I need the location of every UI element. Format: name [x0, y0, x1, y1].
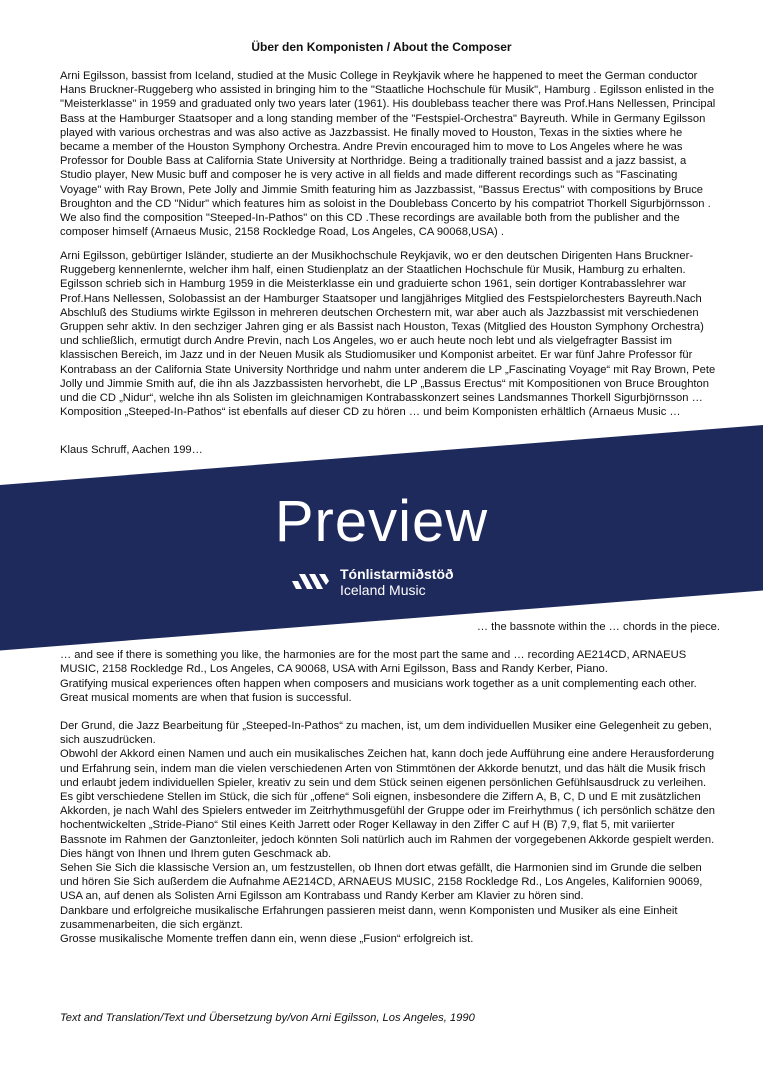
english-biography — [60, 69, 720, 239]
iceland-music-logo — [292, 566, 454, 598]
paragraph: … the bassnote within the … chords in the piece. — [476, 621, 720, 633]
paragraph: Grosse musikalische Momente treffen dann ein, wenn diese „Fusion“ erfolgreich ist. — [60, 933, 474, 946]
performance-notes — [60, 620, 720, 946]
author-credit: Text and Translation/Text und Übersetzung by/von Arni Egilsson, Los Angeles, 1990 — [60, 1012, 475, 1024]
brand-line-2: Iceland Music — [340, 582, 426, 598]
paragraph: Der Grund, die Jazz Bearbeitung für „Steeped-In-Pathos“ zu machen, ist, um dem individuellen Musiker eine Gelegenheit zu geben, sich auszudrücken. — [60, 720, 712, 747]
german-biography — [60, 249, 720, 419]
paragraph: Arni Egilsson, bassist from Iceland, studied at the Music College in Reykjavik where he happened to meet the German conductor Hans Bruckner-Ruggeberg who assisted in bringing him to the "Staatliche Hochschule für Musik", Hamburg . Egilsson enlisted in the "Meisterklasse" in 1959 and graduated only two years later (1961). His doublebass teacher there was Prof.Hans Nellessen, Principal Bass at the Hamburger Staatsoper and a long standing member of the "Festspiel-Orchestra" Bayreuth. While in Germany Egilsson played with various orchestras and was also active as Jazzbassist. He finally moved to Houston, Texas in the sixties where he became a member of the Houston Symphony Orchestra. Andre Previn encouraged him to move to Los Angeles where he was Professor for Double Bass at California State University at Northridge. Being a traditionally trained bassist and a jazz bassist, a Studio player, New Music buff and composer he is very active in all fields and made different recordings such as "Fascinating Voyage" with Ray Brown, Pete Jolly and Jimmie Smith featuring him as Jazzbassist, "Bassus Erectus" with compositions by Bruce Broughton and the CD "Nidur" which features him as soloist in the Doublebass Concerto by his compatriot Thorkell Sigurbjörnsson . We also find the composition "Steeped-In-Pathos" on this CD .These recordings are available both from the publisher and the composer himself (Arnaeus Music, 2158 Rockledge Road, Los Angeles, CA 90068,USA) . — [60, 70, 716, 239]
paragraph: Arni Egilsson, gebürtiger Isländer, studierte an der Musikhochschule Reykjavik, wo er den deutschen Dirigenten Hans Bruckner-Ruggeberg kennenlernte, welcher ihm half, einen Studienplatz an der Staatlichen Hochschule für Musik, Hamburg zu erhalten. Egilsson schrieb sich in Hamburg 1959 in die Meisterklasse ein und graduierte schon 1961, sein dortiger Kontrabasslehrer war Prof.Hans Nellessen, Solobassist an der Hamburger Staatsoper und langjähriges Mitglied des Festspielorchesters Bayreuth.Nach Abschluß des Studiums wirkte Egilsson in mehreren deutschen Orchestern mit, war aber auch als Jazzbassist mit verschiedenen Gruppen sehr aktiv. In den sechziger Jahren ging er als Bassist nach Houston, Texas (Mitglied des Houston Symphony Orchestra) und schließlich, ermutigt durch Andre Previn, nach Los Angeles, wo er auch heute noch lebt und als vielgefragter Bassist im klassischen Bereich, im Jazz und in der Neuen Musik als Studiomusiker und Komponist arbeitet. Er war fünf Jahre Professor für Kontrabass an der California State University Northridge und nahm unter anderem die LP „Fascinating Voyage“ mit Ray Brown, Pete Jolly und Jimmie Smith auf, die ihn als Jazzbassisten hervorhebt, die LP „Bassus Erectus“ mit Kompositionen von Bruce Broughton und die CD „Nidur“, welche ihn als Solisten im gleichnamigen Kontrabasskonzert seines Landsmannes Thorkell Sigurbjörnsson … Komposition „Steeped-In-Pathos“ ist ebenfalls auf dieser CD zu hören … und beim Komponisten erhältlich (Arnaeus Music … — [60, 250, 716, 419]
brand-mark-icon — [292, 571, 332, 593]
brand-name — [340, 566, 454, 598]
paragraph: Gratifying musical experiences often happen when composers and musicians work together as a unit complementing each other. — [60, 677, 697, 690]
brand-line-1: Tónlistarmiðstöð — [340, 566, 454, 582]
page-title: Über den Komponisten / About the Composer — [251, 40, 512, 54]
paragraph: Es gibt verschiedene Stellen im Stück, die sich für „offene“ Soli eignen, insbesondere die Ziffern A, B, C, D und E mit zusätzlichen Akkorden, je nach Wahl des Spielers entweder im Zeitrhythmusgefühl der Gruppe oder im Freirhythmus ( ich persönlich schätze den hochentwickelten „Stride-Piano“ Stil eines Keith Jarrett oder Roger Kellaway in den Ziffer C auf H (B) 7,9, flat 5, mit variierter Bassnote im Rahmen der Ganztonleiter, jedoch könnten Soli natürlich auch im Rahmen der vorgegebenen Akkorde gespielt werden. Dies hängt von Ihnen und Ihrem guten Geschmack ab. — [60, 791, 715, 860]
paragraph: Obwohl der Akkord einen Namen und auch ein musikalisches Zeichen hat, kann doch jede Aufführung eine andere Herausforderung und Erfahrung sein, indem man die vielen verschiedenen Arten von Stimmtönen der Akkorde benutzt, und das hält die Musik frisch und erlaubt jedem individuellen Spieler, kreativ zu sein und dem Stück seinen eigenen persönlichen Gefühlsausdruck zu verleihen. — [60, 748, 715, 789]
paragraph: … and see if there is something you like, the harmonies are for the most part the same and … recording AE214CD, ARNAEUS MUSIC, 2158 Rockledge Rd., Los Angeles, CA 90068, USA with Arni Egilsson, Bass and Randy Kerber, Piano. — [60, 649, 687, 676]
signature-line: Klaus Schruff, Aachen 199… — [60, 444, 203, 456]
paragraph: Dankbare und erfolgreiche musikalische Erfahrungen passieren meist dann, wenn Komponisten und Musiker als eine Einheit zusammenarbeiten, die sich ergänzt. — [60, 904, 678, 931]
paragraph: Great musical moments are when that fusion is successful. — [60, 691, 352, 704]
preview-watermark-text: Preview — [274, 489, 489, 554]
paragraph: Sehen Sie Sich die klassische Version an, um festzustellen, ob Ihnen dort etwas gefällt, die Harmonien sind im Grunde die selben und hören Sie Sich außerdem die Aufnahme AE214CD, ARNAEUS MUSIC, 2158 Rockledge Rd., Los Angeles, Kalifornien 90069, USA an, auf denen als Solisten Arni Egilsson am Kontrabass und Randy Kerber am Klavier zu hören sind. — [60, 862, 703, 903]
